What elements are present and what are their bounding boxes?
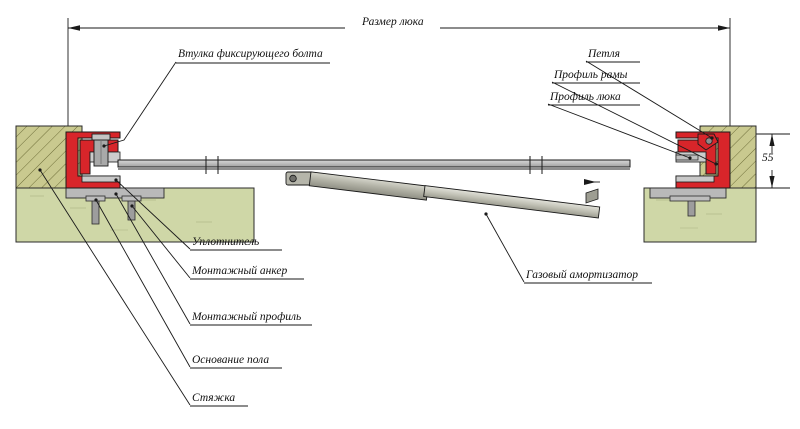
label-hinge: Петля	[588, 48, 620, 60]
label-screed: Стяжка	[192, 392, 236, 404]
height-dimension-label: 55	[762, 152, 774, 164]
right-frame-profile	[676, 132, 730, 188]
left-wall-assembly	[16, 126, 254, 242]
label-mounting-anchor: Монтажный анкер	[192, 265, 288, 277]
label-seal: Уплотнитель	[192, 236, 260, 248]
hatch-panel	[118, 156, 630, 174]
label-hatch-profile: Профиль люка	[550, 91, 621, 103]
overall-dimension-label: Размер люка	[362, 16, 424, 28]
overall-dimension-group	[68, 18, 730, 128]
label-mounting-profile: Монтажный профиль	[192, 311, 302, 323]
label-frame-profile: Профиль рамы	[554, 69, 628, 81]
gas-damper-part	[286, 172, 600, 218]
bolt-bushing-part	[92, 134, 110, 166]
label-floor-base: Основание пола	[192, 354, 270, 366]
label-gas-damper: Газовый амортизатор	[526, 269, 639, 281]
label-bolt-bushing: Втулка фиксирующего болта	[178, 48, 323, 60]
